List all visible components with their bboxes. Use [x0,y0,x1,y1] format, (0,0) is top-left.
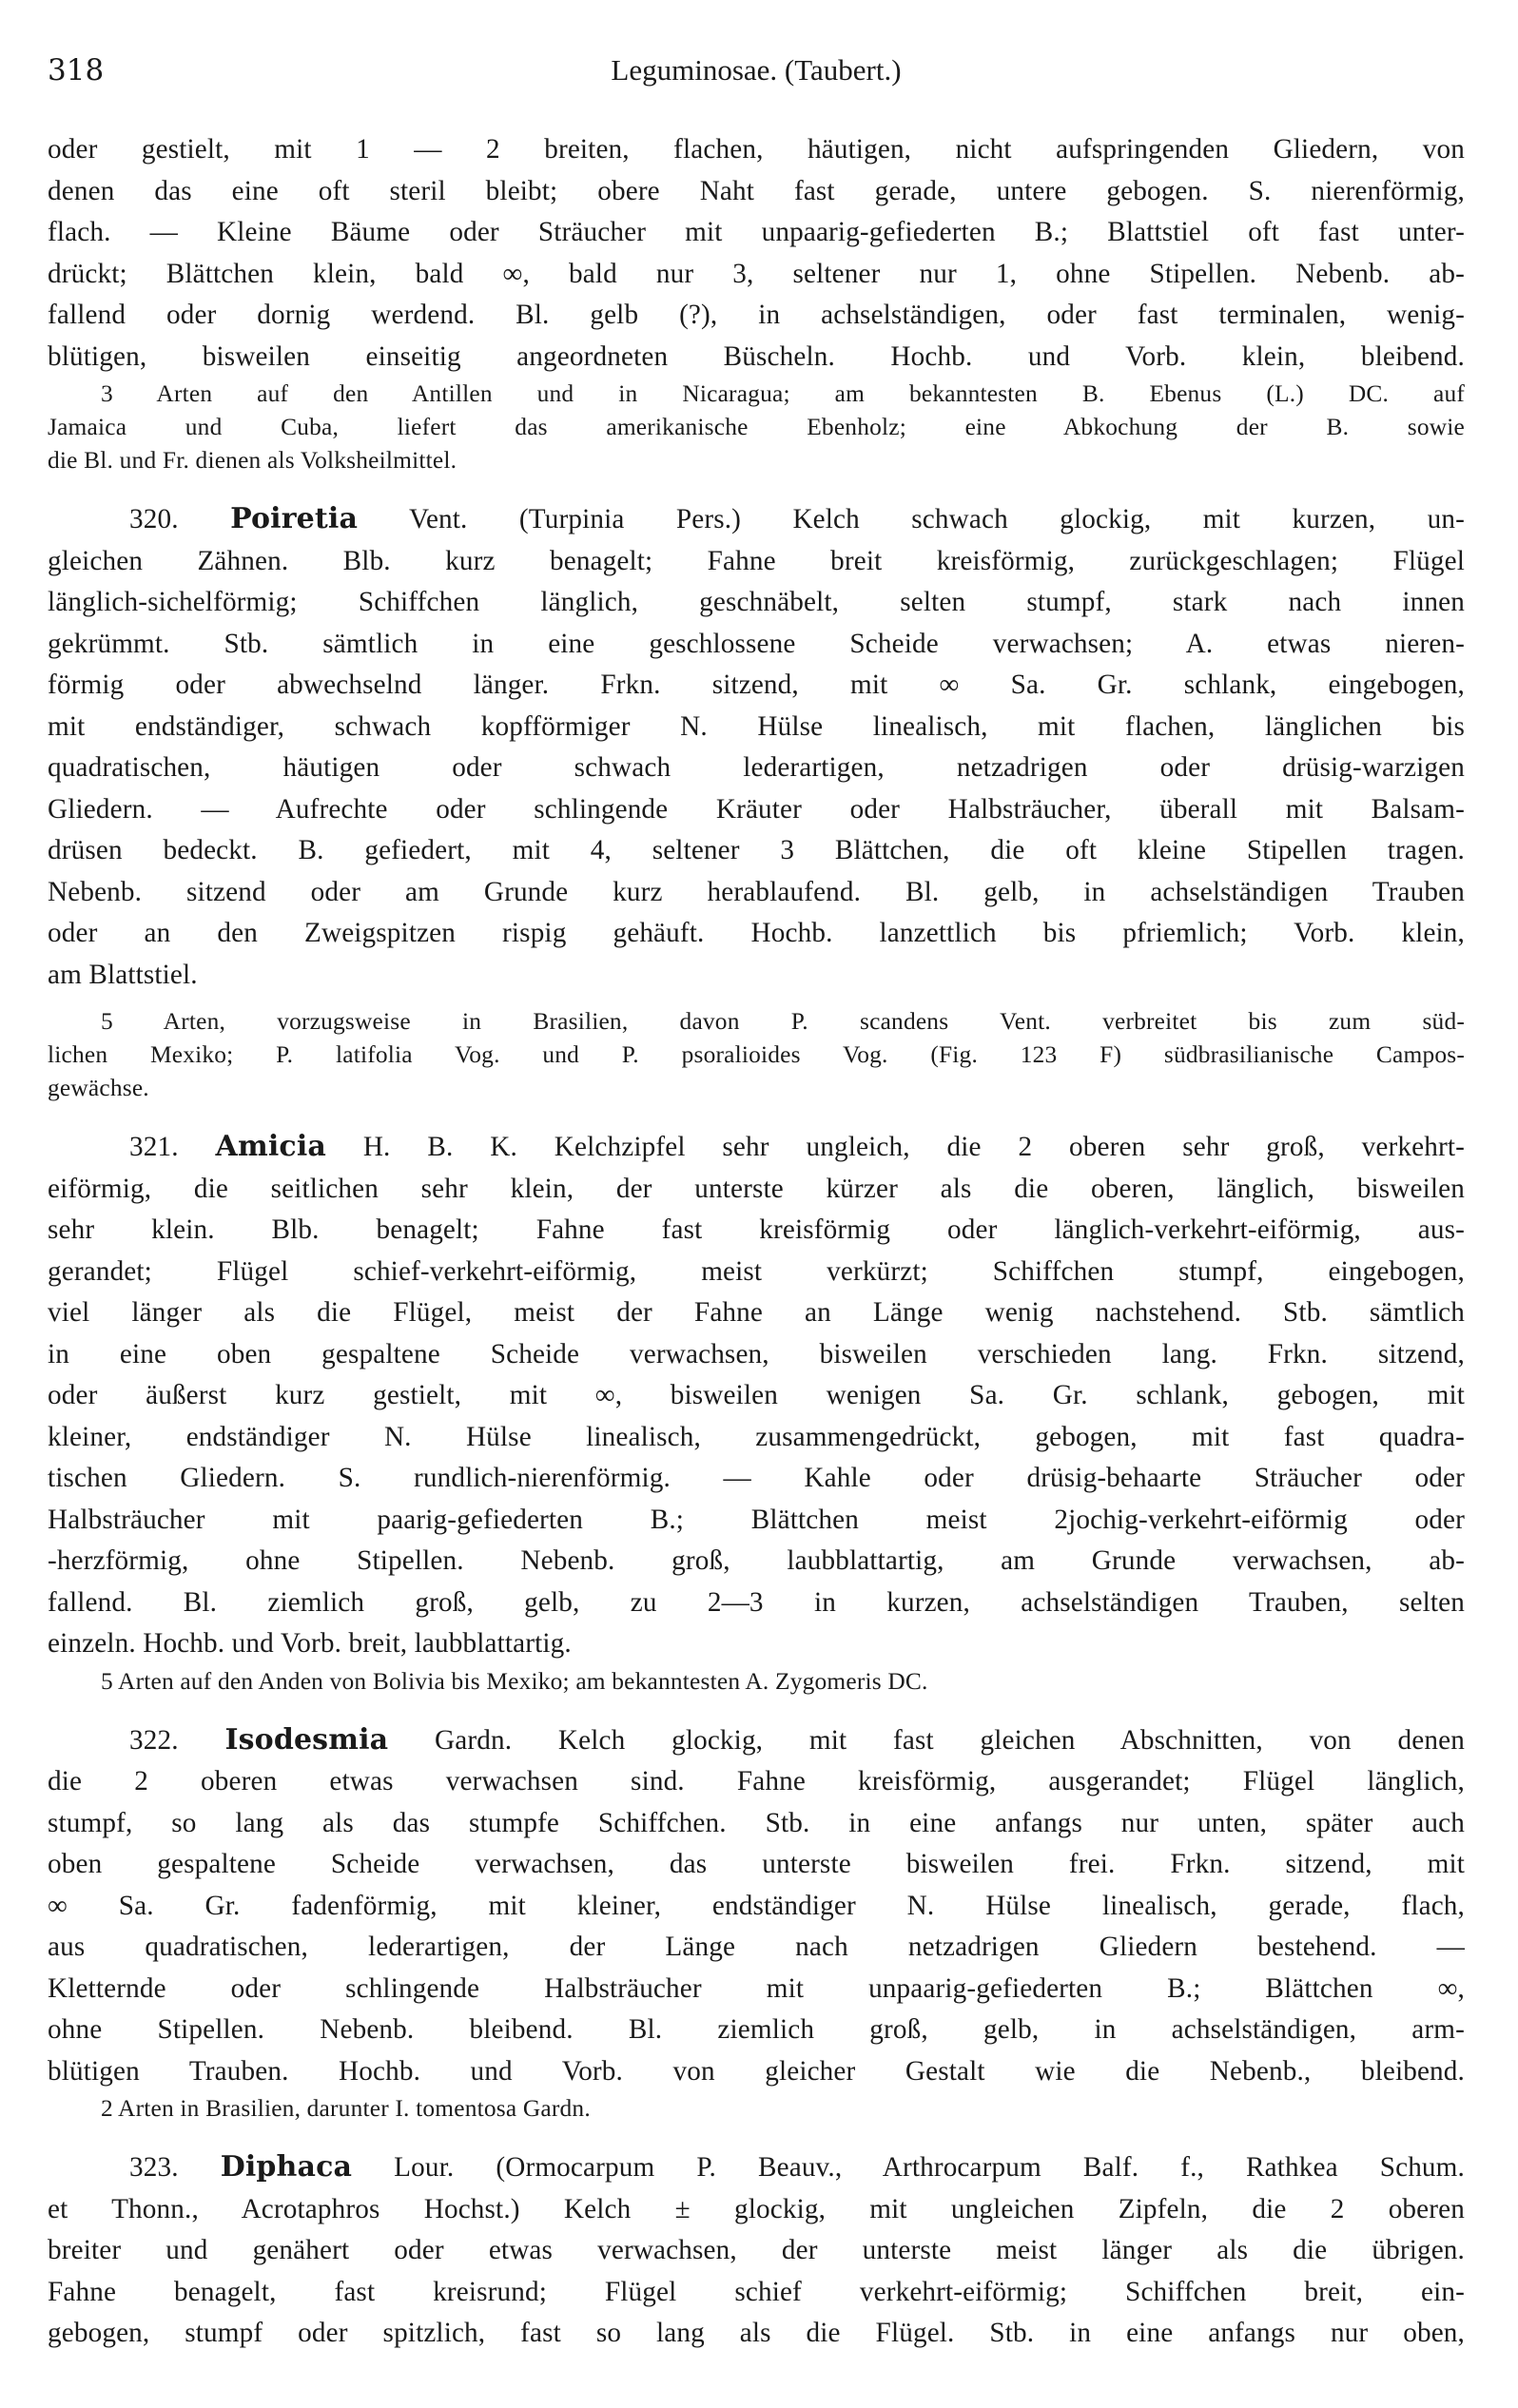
text-line: denen das eine oft steril bleibt; obere Naht fast gerade, untere gebogen. S. nierenförmig, [48,175,1465,206]
text-line: Gardn. Kelch glockig, mit fast gleichen Abschnitten, von denen [435,1724,1465,1756]
text-line: förmig oder abwechselnd länger. Frkn. sitzend, mit ∞ Sa. Gr. schlank, eingebogen, [48,670,1465,700]
note-line: Jamaica und Cuba, liefert das amerikanische Ebenholz; eine Abkochung der B. sowie [48,414,1465,440]
note-line: 2 Arten in Brasilien, darunter I. tomentosa Gardn. [101,2095,591,2122]
section-number: 323. [129,2152,179,2183]
note-line: 5 Arten, vorzugsweise in Brasilien, davon P. scandens Vent. verbreitet bis zum süd- [101,1008,1465,1035]
text-line: Lour. (Ormocarpum P. Beauv., Arthrocarpum Balf. f., Rathkea Schum. [394,2152,1465,2183]
genus-name: Diphaca [220,2150,353,2184]
text-line: Halbsträucher mit paarig-gefiederten B.; Blättchen meist 2jochig-verkehrt-eiförmig oder [48,1504,1465,1535]
section-319-tail [48,129,1465,378]
text-line: länglich-sichelförmig; Schiffchen länglich, geschnäbelt, selten stumpf, stark nach innen [48,587,1465,617]
text-line: fallend oder dornig werdend. Bl. gelb (?), in achselständigen, oder fast terminalen, wenig- [48,300,1465,330]
section-322-note [48,2092,1465,2126]
note-line: 3 Arten auf den Antillen und in Nicaragua; am bekanntesten B. Ebenus (L.) DC. auf [101,380,1465,407]
section-319-note [48,378,1465,477]
section-321 [48,1126,1465,1665]
text-line: eiförmig, die seitlichen sehr klein, der unterste kürzer als die oberen, länglich, bisweilen [48,1173,1465,1204]
section-320 [48,498,1465,996]
section-number: 321. [129,1132,179,1162]
text-line: mit endständiger, schwach kopfförmiger N. Hülse linealisch, mit flachen, länglichen bis [48,710,1465,742]
text-line: Kletternde oder schlingende Halbsträucher mit unpaarig-gefiederten B.; Blättchen ∞, [48,1972,1465,2004]
running-head: Leguminosae. (Taubert.) [611,53,902,87]
text-line: gleichen Zähnen. Blb. kurz benagelt; Fahne breit kreisförmig, zurückgeschlagen; Flügel [48,545,1465,576]
text-line: in eine oben gespaltene Scheide verwachsen, bisweilen verschieden lang. Frkn. sitzend, [48,1338,1465,1369]
text-line: gebogen, stumpf oder spitzlich, fast so lang als die Flügel. Stb. in eine anfangs nur oben, [48,2318,1465,2348]
text-line: oben gespaltene Scheide verwachsen, das unterste bisweilen frei. Frkn. sitzend, mit [48,1849,1465,1879]
text-line: blütigen Trauben. Hochb. und Vorb. von gleicher Gestalt wie die Nebenb., bleibend. [48,2055,1465,2087]
page-header [48,53,1465,95]
text-line: blütigen, bisweilen einseitig angeordneten Büscheln. Hochb. und Vorb. klein, bleibend. [48,340,1465,372]
text-line: quadratischen, häutigen oder schwach lederartigen, netzadrigen oder drüsig-warzigen [48,752,1465,783]
text-line: breiter und genähert oder etwas verwachsen, der unterste meist länger als die übrigen. [48,2235,1465,2265]
text-line: drückt; Blättchen klein, bald ∞, bald nur 3, seltener nur 1, ohne Stipellen. Nebenb. ab- [48,258,1465,289]
genus-name: Isodesmia [224,1722,389,1757]
text-line: drüsen bedeckt. B. gefiedert, mit 4, seltener 3 Blättchen, die oft kleine Stipellen tragen. [48,835,1465,865]
text-line: viel länger als die Flügel, meist der Fahne an Länge wenig nachstehend. Stb. sämtlich [48,1297,1465,1328]
text-line: H. B. K. Kelchzipfel sehr ungleich, die 2 oberen sehr groß, verkehrt- [362,1132,1465,1162]
text-line: oder gestielt, mit 1 — 2 breiten, flachen, häutigen, nicht aufspringenden Gliedern, von [48,134,1465,165]
text-line: -herzförmig, ohne Stipellen. Nebenb. groß, laubblattartig, am Grunde verwachsen, ab- [48,1545,1465,1576]
page-body [48,129,1465,2355]
note-line: gewächse. [48,1075,149,1101]
text-line: tischen Gliedern. S. rundlich-nierenförmig. — Kahle oder drüsig-behaarte Sträucher oder [48,1463,1465,1493]
text-line: et Thonn., Acrotaphros Hochst.) Kelch ± glockig, mit ungleichen Zipfeln, die 2 oberen [48,2193,1465,2224]
note-line: 5 Arten auf den Anden von Bolivia bis Mexiko; am bekanntesten A. Zygomeris DC. [101,1667,928,1695]
section-322 [48,1719,1465,2093]
genus-name: Poiretia [230,502,359,535]
text-line: einzeln. Hochb. und Vorb. breit, laubblattartig. [48,1628,572,1659]
text-line: kleiner, endständiger N. Hülse linealisch, zusammengedrückt, gebogen, mit fast quadra- [48,1421,1465,1452]
text-line: gekrümmt. Stb. sämtlich in eine geschlossene Scheide verwachsen; A. etwas nieren- [48,628,1465,659]
section-323 [48,2146,1465,2355]
genus-name: Amicia [215,1130,326,1163]
section-321-note [48,1665,1465,1699]
text-line: flach. — Kleine Bäume oder Sträucher mit unpaarig-gefiederten B.; Blattstiel oft fast unter- [48,217,1465,247]
text-line: ∞ Sa. Gr. fadenförmig, mit kleiner, endständiger N. Hülse linealisch, gerade, flach, [48,1890,1465,1921]
text-line: aus quadratischen, lederartigen, der Länge nach netzadrigen Gliedern bestehend. — [48,1932,1465,1962]
text-line: Vent. (Turpinia Pers.) Kelch schwach glockig, mit kurzen, un- [408,504,1466,534]
text-line: die 2 oberen etwas verwachsen sind. Fahne kreisförmig, ausgerandet; Flügel länglich, [48,1766,1465,1796]
text-line: fallend. Bl. ziemlich groß, gelb, zu 2—3 in kurzen, achselständigen Trauben, selten [48,1586,1465,1618]
text-line: gerandet; Flügel schief-verkehrt-eiförmig, meist verkürzt; Schiffchen stumpf, eingebogen, [48,1255,1465,1287]
text-line: oder äußerst kurz gestielt, mit ∞, bisweilen wenigen Sa. Gr. schlank, gebogen, mit [48,1380,1465,1410]
text-line: Gliedern. — Aufrechte oder schlingende Kräuter oder Halbsträucher, überall mit Balsam- [48,793,1465,825]
text-line: Nebenb. sitzend oder am Grunde kurz herablaufend. Bl. gelb, in achselständigen Trauben [48,876,1465,907]
text-line: am Blattstiel. [48,959,198,990]
section-number: 322. [129,1724,179,1756]
text-line: stumpf, so lang als das stumpfe Schiffchen. Stb. in eine anfangs nur unten, später auch [48,1807,1465,1838]
section-number: 320. [129,504,179,534]
text-line: Fahne benagelt, fast kreisrund; Flügel schief verkehrt-eiförmig; Schiffchen breit, ein- [48,2276,1465,2307]
note-line: lichen Mexiko; P. latifolia Vog. und P. psoralioides Vog. (Fig. 123 F) südbrasilianische Campos- [48,1041,1465,1068]
text-line: sehr klein. Blb. benagelt; Fahne fast kreisförmig oder länglich-verkehrt-eiförmig, aus- [48,1214,1465,1245]
section-320-note [48,1005,1465,1105]
note-line: die Bl. und Fr. dienen als Volksheilmittel. [48,447,457,474]
text-line: oder an den Zweigspitzen rispig gehäuft. Hochb. lanzettlich bis pfriemlich; Vorb. klein, [48,918,1465,948]
text-line: ohne Stipellen. Nebenb. bleibend. Bl. ziemlich groß, gelb, in achselständigen, arm- [48,2014,1465,2045]
page-number: 318 [48,53,105,87]
